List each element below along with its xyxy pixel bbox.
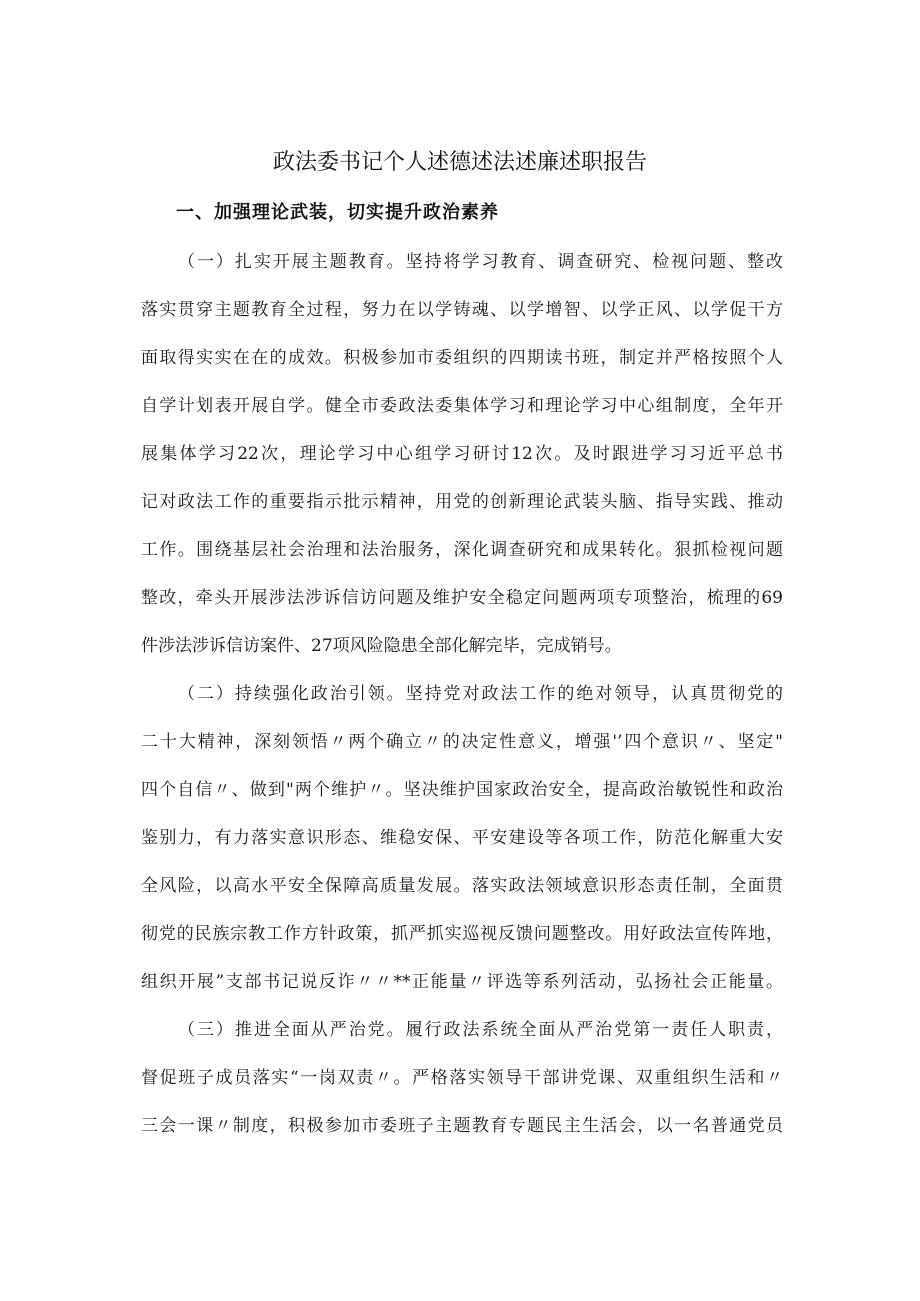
paragraph-line: 自学计划表开展自学。健全市委政法委集体学习和理论学习中心组制度，全年开: [141, 396, 783, 416]
paragraph-line: 落实贯穿主题教育全过程，努力在以学铸魂、以学增智、以学正风、以学促干方: [141, 300, 783, 320]
paragraph-line: 全风险，以高水平安全保障高质量发展。落实政法领域意识形态责任制，全面贯: [141, 876, 783, 896]
paragraph-line: 组织开展”支部书记说反诈〃〃**正能量〃评选等系列活动，弘扬社会正能量。: [141, 972, 783, 992]
paragraph-line: 四个自信〃、做到"两个维护〃。坚决维护国家政治安全，提高政治敏锐性和政治: [141, 780, 783, 800]
paragraph-line: （一）扎实开展主题教育。坚持将学习教育、调查研究、检视问题、整改: [178, 252, 783, 272]
paragraph-line: 鉴别力，有力落实意识形态、维稳安保、平安建设等各项工作，防范化解重大安: [141, 828, 783, 848]
paragraph-line: 督促班子成员落实“一岗双责〃。严格落实领导干部讲党课、双重组织生活和〃: [141, 1068, 783, 1088]
paragraph-line: 彻党的民族宗教工作方针政策，抓严抓实巡视反馈问题整改。用好政法宣传阵地，: [141, 924, 783, 944]
paragraph-line: 记对政法工作的重要指示批示精神，用党的创新理论武装头脑、指导实践、推动: [141, 492, 783, 512]
paragraph-line: 展集体学习22次，理论学习中心组学习研讨12次。及时跟进学习习近平总书: [141, 444, 783, 464]
paragraph-line: 二十大精神，深刻领悟〃两个确立〃的决定性意义，增强'’四个意识〃、坚定": [141, 732, 783, 752]
paragraph-line: 件涉法涉诉信访案件、27项风险隐患全部化解完毕，完成销号。: [141, 636, 622, 656]
paragraph-line: 面取得实实在在的成效。积极参加市委组织的四期读书班，制定并严格按照个人: [141, 348, 783, 368]
paragraph-line: 工作。围绕基层社会治理和法治服务，深化调查研究和成果转化。狠抓检视问题: [141, 540, 783, 560]
paragraph-line: 三会一课〃制度，积极参加市委班子主题教育专题民主生活会，以一名普通党员: [141, 1116, 783, 1136]
document-title: 政法委书记个人述德述法述廉述职报告: [272, 150, 647, 175]
section-heading-1: 一、加强理论武装，切实提升政治素养: [176, 202, 499, 223]
paragraph-line: （二）持续强化政治引领。坚持党对政法工作的绝对领导，认真贯彻党的: [178, 684, 783, 704]
paragraph-line: （三）推进全面从严治党。履行政法系统全面从严治党第一责任人职责，: [178, 1020, 783, 1040]
paragraph-line: 整改，牵头开展涉法涉诉信访问题及维护安全稳定问题两项专项整治，梳理的69: [141, 588, 783, 608]
